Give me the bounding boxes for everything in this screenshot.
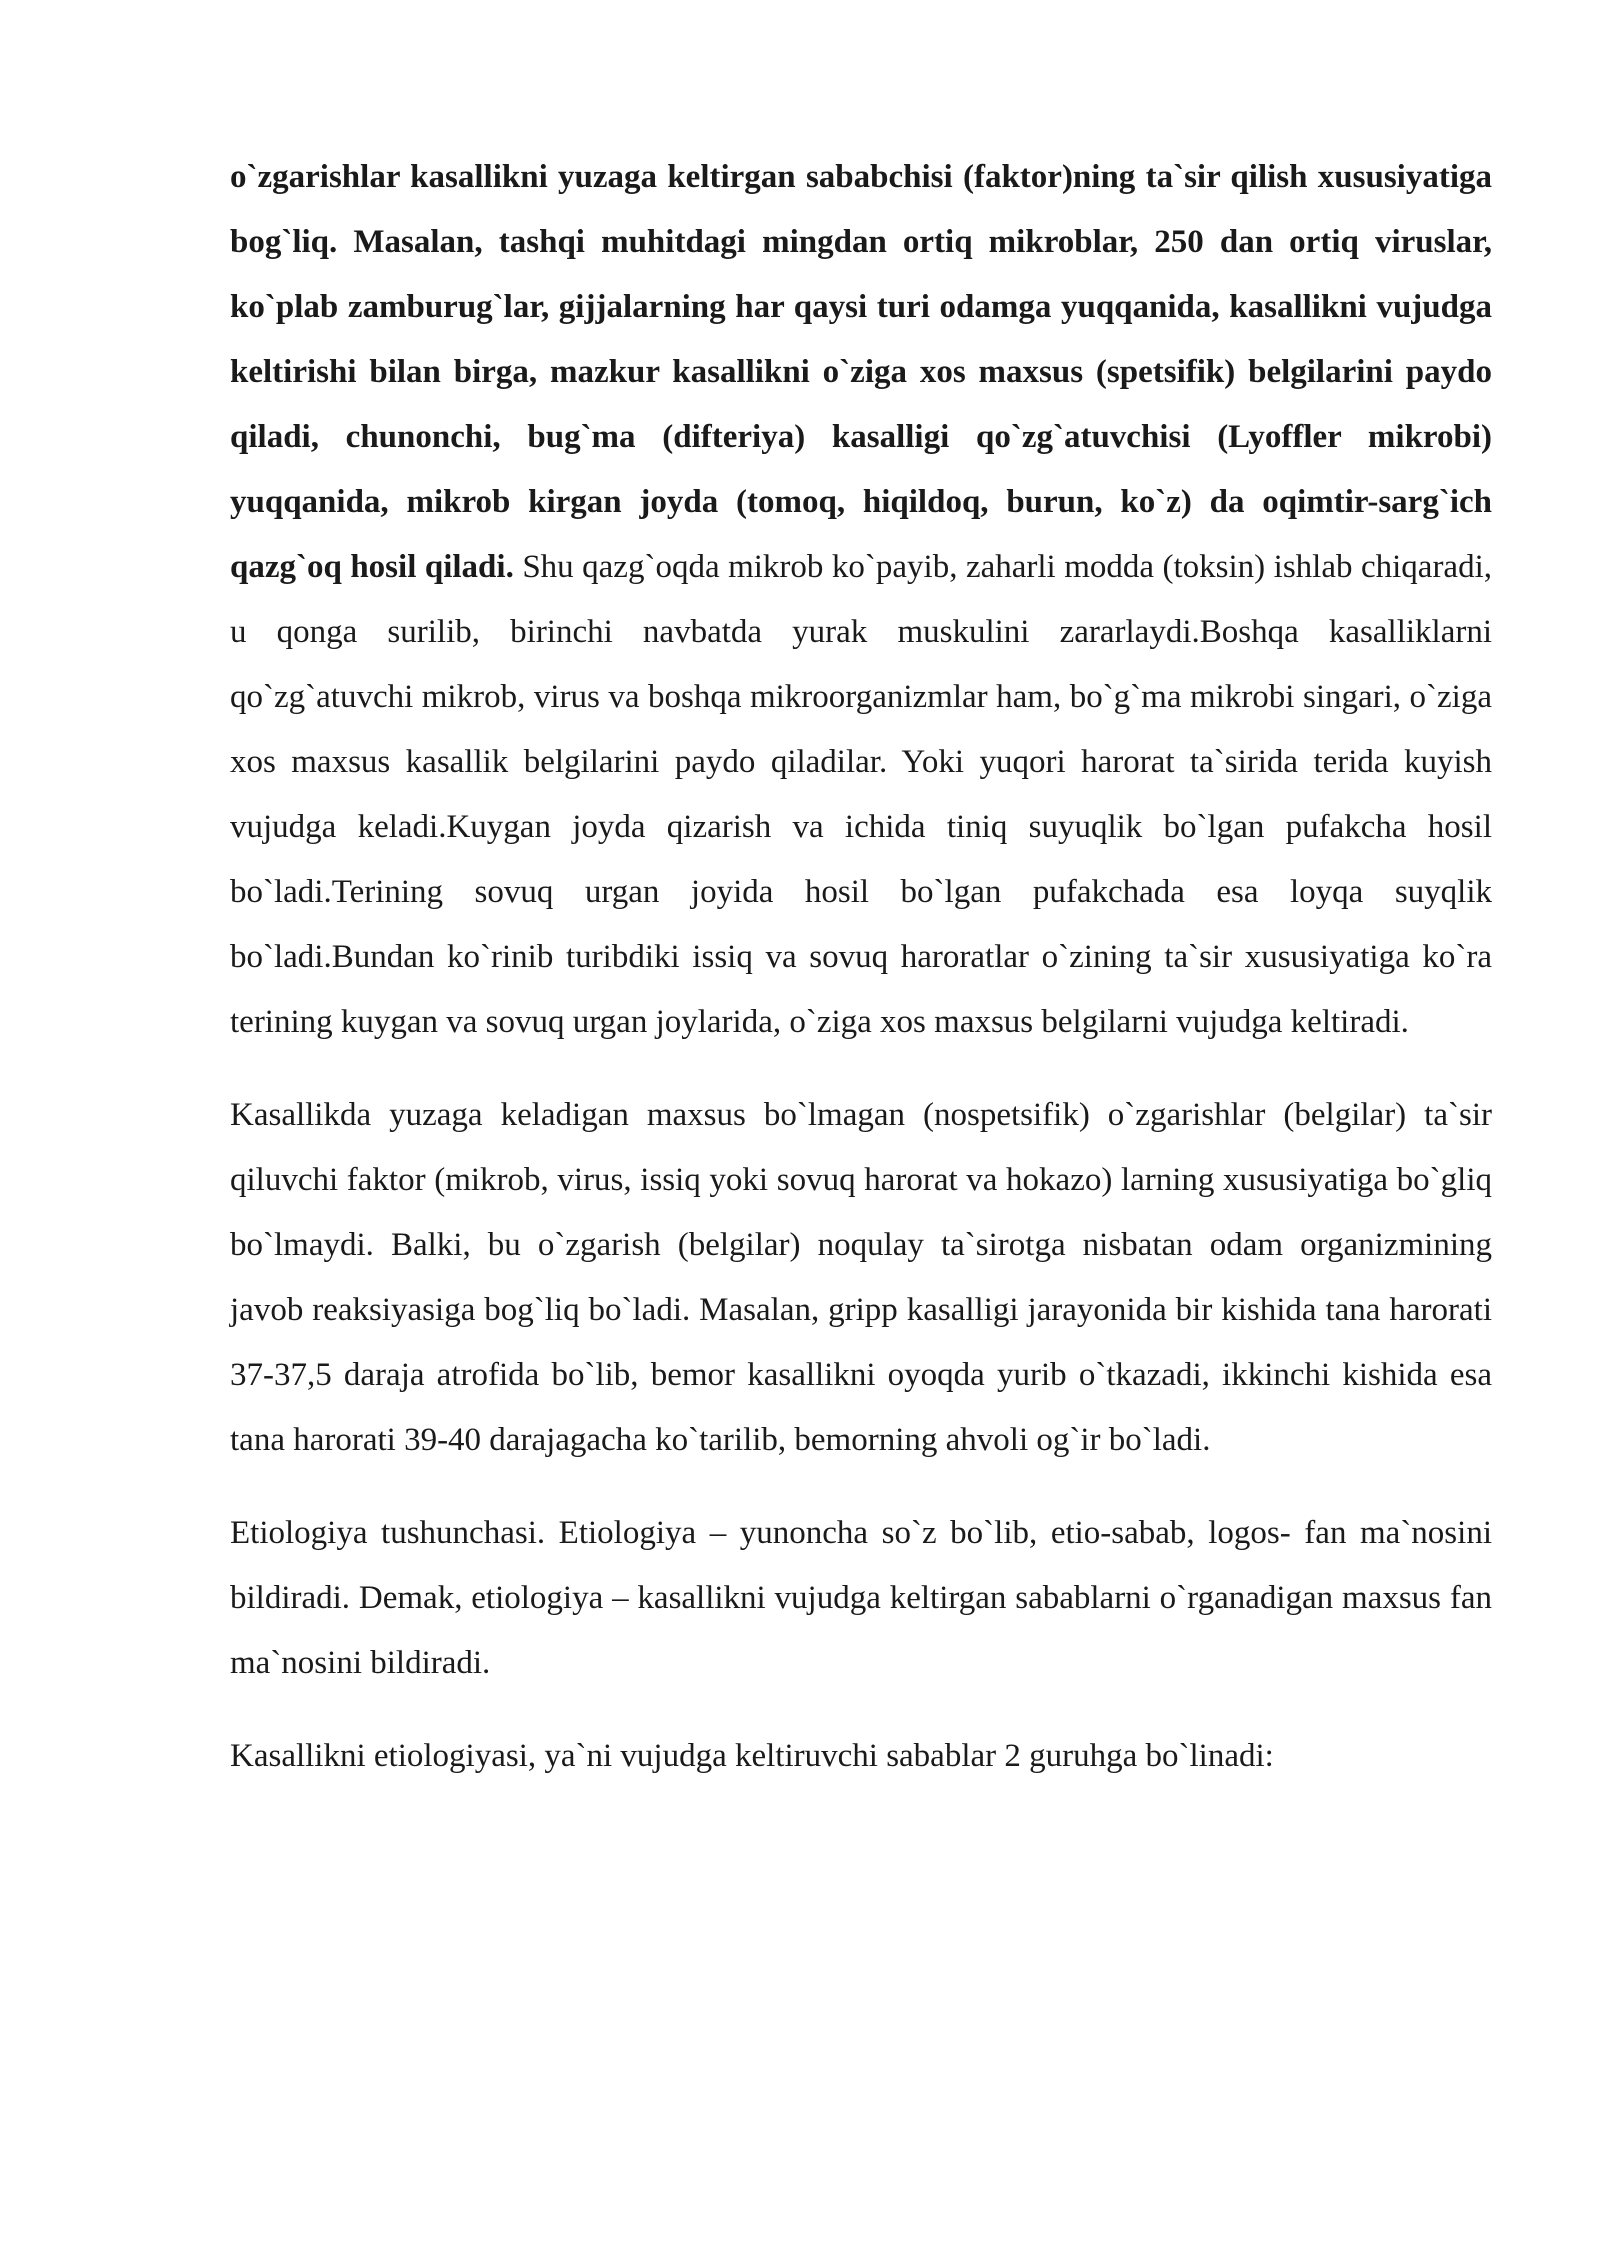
paragraph-etiology-concept: Etiologiya tushunchasi. Etiologiya – yunoncha so`z bo`lib, etio-sabab, logos- fan ma`nosini bildiradi. Demak, etiologiya – kasallikni vujudga keltirgan sabablarni o`rganadigan maxsus fan ma`nosini bildiradi. <box>230 1515 1492 1681</box>
paragraph-regular-text: Shu qazg`oqda mikrob ko`payib, zaharli modda (toksin) ishlab chiqaradi, u qonga surilib, birinchi navbatda yurak muskulini zararlaydi.Boshqa kasalliklarni qo`zg`atuvchi mikrob, virus va boshqa mikroorganizmlar ham, bo`g`ma mikrobi singari, o`ziga xos maxsus kasallik belgilarini paydo qiladilar. Yoki yuqori harorat ta`sirida terida kuyish vujudga keladi.Kuygan joyda qizarish va ichida tiniq suyuqlik bo`lgan pufakcha hosil bo`ladi.Terining sovuq urgan joyida hosil bo`lgan pufakchada esa loyqa suyqlik bo`ladi.Bundan ko`rinib turibdiki issiq va sovuq haroratlar o`zining ta`sir xususiyatiga ko`ra terining kuygan va sovuq urgan joylarida, o`ziga xos maxsus belgilarni vujudga keltiradi. <box>230 549 1492 1040</box>
paragraph-etiology-groups: Kasallikni etiologiyasi, ya`ni vujudga keltiruvchi sabablar 2 guruhga bo`linadi: <box>230 1738 1274 1774</box>
paragraph-bold-text: o`zgarishlar kasallikni yuzaga keltirgan sababchisi (faktor)ning ta`sir qilish xususiyatiga bog`liq. Masalan, tashqi muhitdagi mingdan ortiq mikroblar, 250 dan ortiq viruslar, ko`plab zamburug`lar, gijjalarning har qaysi turi odamga yuqqanida, kasallikni vujudga keltirishi bilan birga, mazkur kasallikni o`ziga xos maxsus (spetsifik) belgilarini paydo qiladi, chunonchi, bug`ma (difteriya) kasalligi qo`zg`atuvchisi (Lyoffler mikrobi) yuqqanida, mikrob kirgan joyda (tomoq, hiqildoq, burun, ko`z) da oqimtir-sarg`ich qazg`oq hosil qiladi. <box>230 159 1492 585</box>
document-body <box>230 145 1492 1817</box>
paragraph-nonspecific-changes: Kasallikda yuzaga keladigan maxsus bo`lmagan (nospetsifik) o`zgarishlar (belgilar) ta`sir qiluvchi faktor (mikrob, virus, issiq yoki sovuq harorat va hokazo) larning xususiyatiga bo`gliq bo`lmaydi. Balki, bu o`zgarish (belgilar) noqulay ta`sirotga nisbatan odam organizmining javob reaksiyasiga bog`liq bo`ladi. Masalan, gripp kasalligi jarayonida bir kishida tana harorati 37-37,5 daraja atrofida bo`lib, bemor kasallikni oyoqda yurib o`tkazadi, ikkinchi kishida esa tana harorati 39-40 darajagacha ko`tarilib, bemorning ahvoli og`ir bo`ladi. <box>230 1097 1492 1458</box>
paragraph-specific-changes <box>230 145 1492 1055</box>
